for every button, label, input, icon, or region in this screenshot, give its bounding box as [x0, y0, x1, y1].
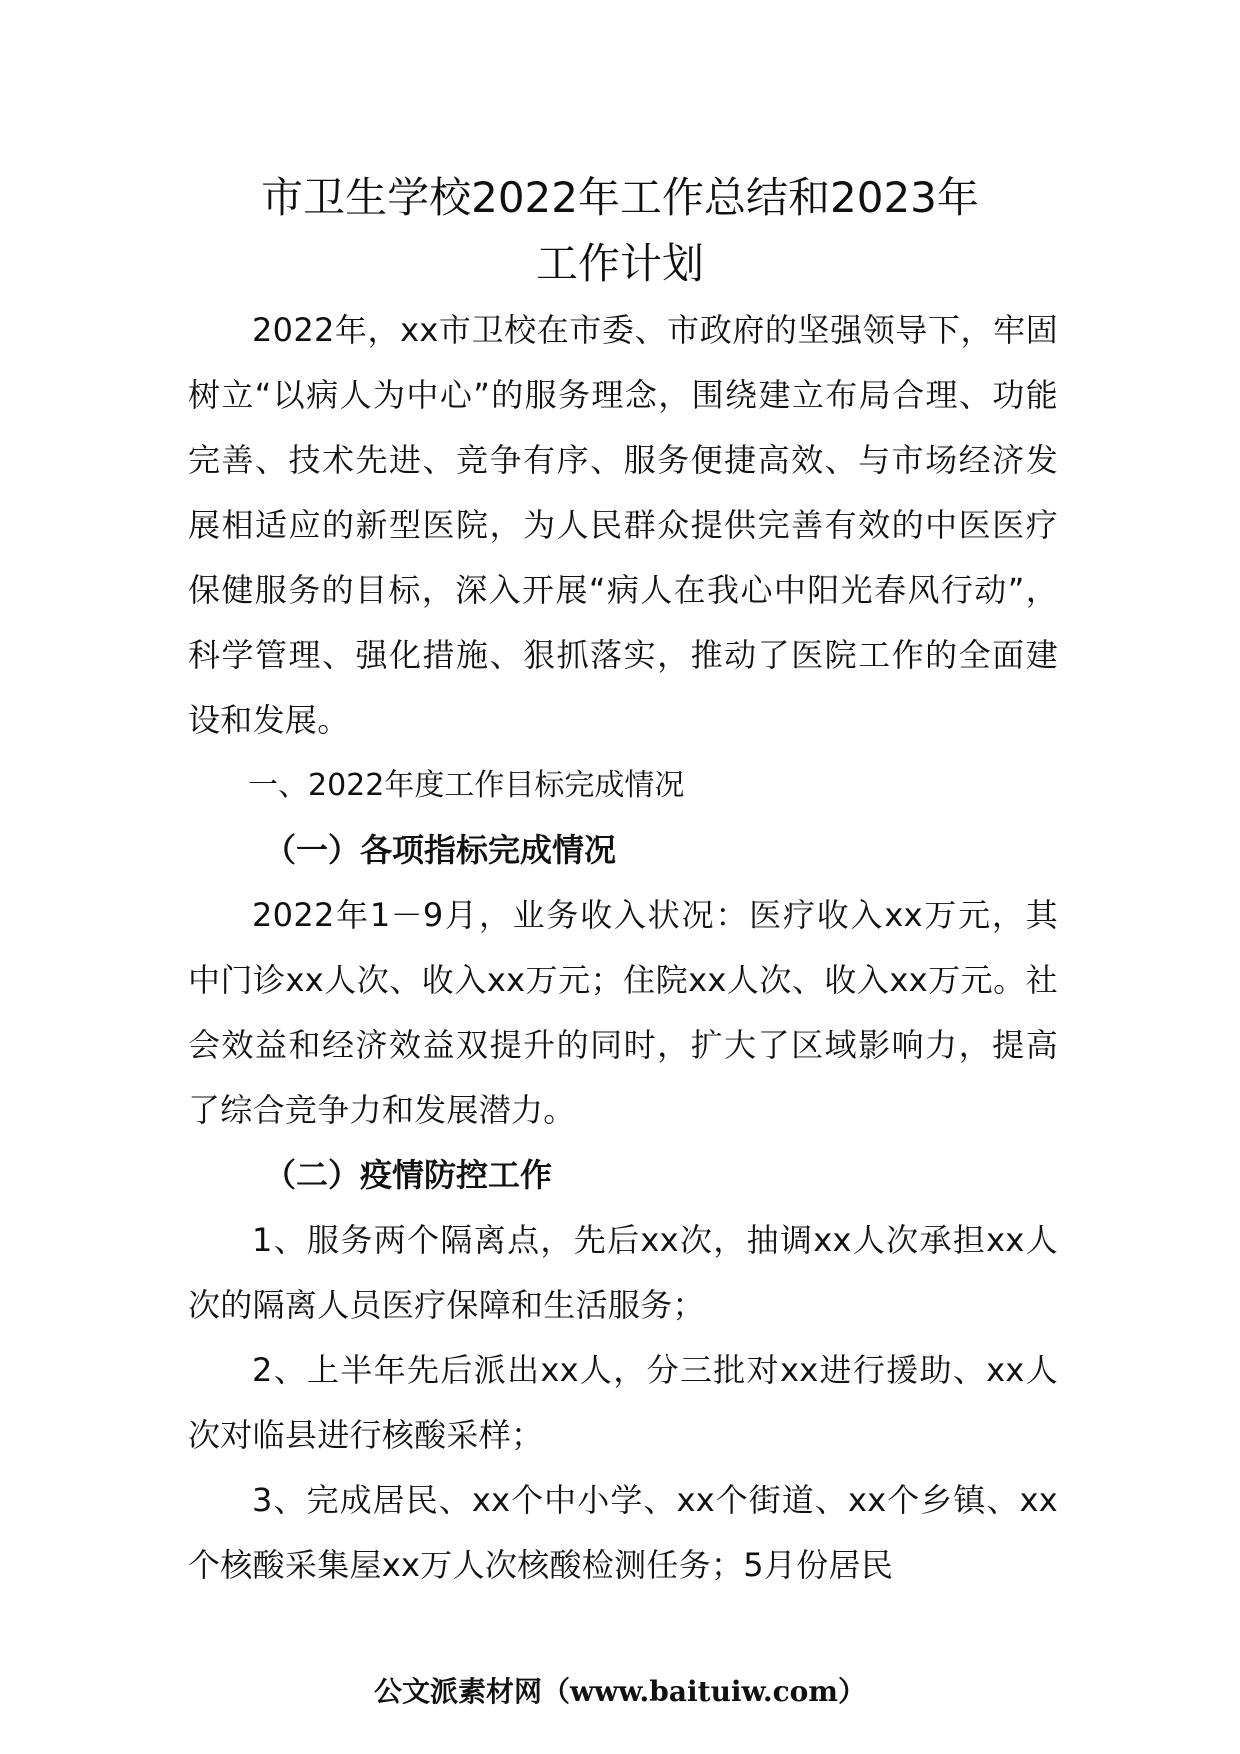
document-title-line-1: 市卫生学校2022年工作总结和2023年 — [261, 173, 979, 222]
intro-paragraph: 2022年，xx市卫校在市委、市政府的坚强领导下，牢固树立“以病人为中心”的服务理念，围绕建立布局合理、功能完善、技术先进、竞争有序、服务便捷高效、与市场经济发展相适应的新型医院，为人民群众提供完善有效的中医医疗保健服务的目标，深入开展“病人在我心中阳光春风行动”，科学管理、强化措施、狠抓落实，推动了医院工作的全面建设和发展。 — [188, 311, 1058, 739]
document-body — [188, 298, 1058, 1598]
subsection-heading-1: （一）各项指标完成情况 — [264, 831, 617, 869]
list-item: 1、服务两个隔离点，先后xx次，抽调xx人次承担xx人次的隔离人员医疗保障和生活服务； — [188, 1221, 1058, 1324]
indicators-paragraph: 2022年1－9月，业务收入状况：医疗收入xx万元，其中门诊xx人次、收入xx万元；住院xx人次、收入xx万元。社会效益和经济效益双提升的同时，扩大了区域影响力，提高了综合竞争力和发展潜力。 — [188, 896, 1058, 1129]
subsection-heading-2: （二）疫情防控工作 — [264, 1156, 553, 1194]
list-item: 2、上半年先后派出xx人，分三批对xx进行援助、xx人次对临县进行核酸采样； — [188, 1351, 1058, 1454]
footer-watermark: 公文派素材网（www.baituiw.com） — [374, 1675, 866, 1708]
section-heading-1: 一、2022年度工作目标完成情况 — [248, 768, 685, 803]
document-title-line-2: 工作计划 — [535, 239, 704, 288]
list-item: 3、完成居民、xx个中小学、xx个街道、xx个乡镇、xx个核酸采集屋xx万人次核酸检测任务；5月份居民 — [188, 1481, 1058, 1584]
